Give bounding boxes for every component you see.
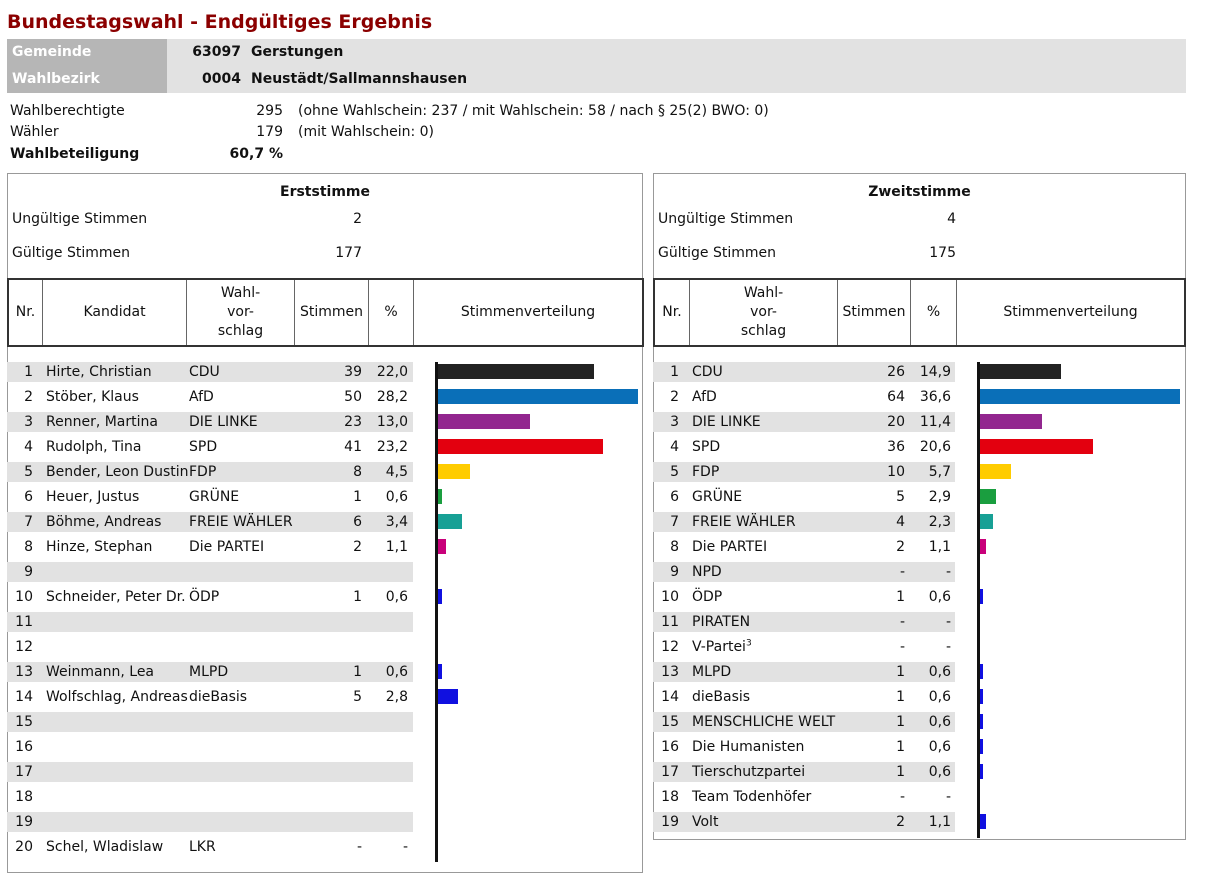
erst-row-pct: 1,1 [385, 539, 408, 555]
zweit-row-party-name: MENSCHLICHE WELT [692, 714, 836, 730]
zweit-row-party [692, 762, 805, 782]
erst-header-stimmen: Stimmen [295, 280, 369, 345]
zweit-row-nr: 16 [661, 739, 679, 755]
zweit-row-votes: 2 [896, 539, 905, 555]
beteiligung-value: 60,7 % [229, 146, 283, 162]
erst-table-row [7, 512, 413, 532]
zweit-vote-bar [980, 439, 1093, 454]
zweit-vote-bar [980, 389, 1180, 404]
erst-row-party: DIE LINKE [189, 414, 258, 430]
zweit-row-votes: 36 [887, 439, 905, 455]
erst-vote-bar [438, 489, 442, 504]
erst-row-candidate: Schneider, Peter Dr. [46, 589, 186, 605]
zweit-row-pct: 0,6 [928, 714, 951, 730]
zweit-row-party [692, 562, 722, 582]
zweit-row-pct: 2,3 [928, 514, 951, 530]
erst-row-votes: 2 [353, 539, 362, 555]
erst-row-pct: 2,8 [385, 689, 408, 705]
zweit-valid-value: 175 [929, 245, 956, 261]
erst-row-pct: 0,6 [385, 489, 408, 505]
zweit-vote-bar [980, 539, 986, 554]
erst-row-votes: 41 [344, 439, 362, 455]
erst-row-votes: 1 [353, 489, 362, 505]
zweit-row-party [692, 487, 742, 507]
zweit-header-pct: % [911, 280, 957, 345]
erst-row-candidate: Bender, Leon Dustin [46, 464, 189, 480]
zweit-row-pct: 36,6 [919, 389, 951, 405]
zweit-row-nr: 10 [661, 589, 679, 605]
zweit-invalid-row [658, 209, 956, 229]
zweit-row-nr: 2 [670, 389, 679, 405]
zweit-row-party-name: FREIE WÄHLER [692, 514, 796, 530]
erst-row-party: MLPD [189, 664, 229, 680]
gemeinde-code: 63097 [192, 44, 241, 60]
zweit-row-votes: 10 [887, 464, 905, 480]
zweit-row-votes: 1 [896, 689, 905, 705]
zweit-row-pct: 11,4 [919, 414, 951, 430]
zweit-invalid-label: Ungültige Stimmen [658, 211, 794, 227]
erst-row-nr: 6 [24, 489, 33, 505]
zweit-header-nr: Nr. [655, 280, 690, 345]
erst-table-row [7, 737, 413, 757]
zweit-table-row [653, 562, 955, 582]
erst-row-nr: 19 [15, 814, 33, 830]
zweit-row-party-name: V-Partei [692, 639, 746, 655]
erst-vote-bar [438, 439, 603, 454]
erst-row-candidate: Wolfschlag, Andreas [46, 689, 188, 705]
zweit-vote-bar [980, 689, 983, 704]
zweit-row-nr: 11 [661, 614, 679, 630]
zweit-row-party [692, 537, 767, 557]
zweit-row-nr: 9 [670, 564, 679, 580]
erst-row-nr: 10 [15, 589, 33, 605]
erst-table-row [7, 412, 413, 432]
zweit-row-votes: 1 [896, 764, 905, 780]
zweit-row-pct: 0,6 [928, 739, 951, 755]
erst-row-nr: 5 [24, 464, 33, 480]
erst-row-nr: 12 [15, 639, 33, 655]
zweit-table-row [653, 387, 955, 407]
erst-row-nr: 13 [15, 664, 33, 680]
erst-row-candidate: Hinze, Stephan [46, 539, 153, 555]
erst-table-row [7, 487, 413, 507]
zweit-row-party-name: GRÜNE [692, 489, 743, 505]
zweit-row-party-name: Volt [692, 814, 719, 830]
erst-row-nr: 9 [24, 564, 33, 580]
erst-table-row [7, 587, 413, 607]
zweit-row-party [692, 362, 723, 382]
zweit-invalid-value: 4 [947, 211, 956, 227]
zweit-row-party-name: PIRATEN [692, 614, 751, 630]
zweit-row-votes: 1 [896, 739, 905, 755]
zweit-row-nr: 15 [661, 714, 679, 730]
zweit-row-party [692, 387, 717, 407]
erst-vote-bar [438, 389, 638, 404]
zweit-row-nr: 18 [661, 789, 679, 805]
zweit-table-row [653, 512, 955, 532]
erst-vote-bar [438, 514, 462, 529]
wahlberechtigte-label: Wahlberechtigte [10, 103, 125, 119]
zweit-row-party-name: Die PARTEI [692, 539, 768, 555]
zweit-row-party-name: Tierschutzpartei [692, 764, 806, 780]
zweit-table-row [653, 587, 955, 607]
zweit-row-votes: 1 [896, 714, 905, 730]
zweit-table-header [653, 278, 1186, 347]
zweit-table-row [653, 437, 955, 457]
zweit-row-pct: 0,6 [928, 664, 951, 680]
zweit-row-party [692, 587, 722, 607]
zweit-row-party [692, 462, 719, 482]
zweit-row-party [692, 787, 811, 807]
zweit-vote-bar [980, 764, 983, 779]
erst-row-pct: 23,2 [376, 439, 408, 455]
wahlbezirk-label: Wahlbezirk [7, 66, 167, 93]
erst-table-row [7, 362, 413, 382]
zweit-row-pct: 1,1 [928, 814, 951, 830]
zweit-row-nr: 17 [661, 764, 679, 780]
erst-row-nr: 17 [15, 764, 33, 780]
erst-header-verteilung: Stimmenverteilung [460, 304, 596, 320]
erst-table-row [7, 712, 413, 732]
erst-vote-bar [438, 414, 530, 429]
zweit-vote-bar [980, 714, 983, 729]
erst-valid-value: 177 [335, 245, 362, 261]
zweit-row-party-name: Team Todenhöfer [692, 789, 812, 805]
erst-table-row [7, 562, 413, 582]
zweit-row-votes: 5 [896, 489, 905, 505]
zweit-row-nr: 8 [670, 539, 679, 555]
zweit-row-nr: 14 [661, 689, 679, 705]
erst-row-nr: 15 [15, 714, 33, 730]
zweit-row-party [692, 512, 796, 532]
erst-row-pct: 0,6 [385, 664, 408, 680]
erst-row-pct: - [402, 839, 408, 855]
zweit-row-votes: 64 [887, 389, 905, 405]
erst-row-nr: 16 [15, 739, 33, 755]
erst-table-row [7, 537, 413, 557]
erst-table-row [7, 762, 413, 782]
zweit-header-verteilung: Stimmenverteilung [1003, 304, 1138, 320]
zweit-row-votes: - [899, 564, 905, 580]
erst-table-row [7, 837, 413, 857]
zweit-row-party [692, 612, 750, 632]
zweit-vote-bar [980, 364, 1061, 379]
page-title: Bundestagswahl - Endgültiges Ergebnis [7, 11, 433, 33]
waehler-label: Wähler [10, 124, 59, 140]
zweit-row-nr: 7 [670, 514, 679, 530]
erst-vote-bar [438, 464, 470, 479]
zweit-vote-bar [980, 489, 996, 504]
erst-row-pct: 13,0 [376, 414, 408, 430]
zweit-row-party-name: MLPD [692, 664, 732, 680]
erst-table-row [7, 812, 413, 832]
erst-valid-label: Gültige Stimmen [12, 245, 130, 261]
erst-vote-bar [438, 689, 458, 704]
zweit-row-pct: - [945, 789, 951, 805]
erst-vote-bar [438, 539, 446, 554]
erst-row-candidate: Rudolph, Tina [46, 439, 142, 455]
zweit-vote-bar [980, 589, 983, 604]
erst-row-pct: 3,4 [385, 514, 408, 530]
zweit-row-party [692, 687, 750, 707]
erst-row-party: dieBasis [189, 689, 248, 705]
beteiligung-label: Wahlbeteiligung [10, 146, 140, 162]
erst-vote-bar [438, 664, 442, 679]
erst-row-nr: 8 [24, 539, 33, 555]
zweit-table-row [653, 737, 955, 757]
erst-row-candidate: Heuer, Justus [46, 489, 140, 505]
location-header [7, 39, 1186, 93]
zweit-row-nr: 13 [661, 664, 679, 680]
zweit-row-pct: 2,9 [928, 489, 951, 505]
zweit-row-party [692, 412, 761, 432]
erststimme-title: Erststimme [280, 184, 370, 200]
erst-table-row [7, 612, 413, 632]
zweit-row-pct: 20,6 [919, 439, 951, 455]
zweit-row-party-name: Die Humanisten [692, 739, 805, 755]
erst-invalid-value: 2 [353, 211, 362, 227]
zweit-table-row [653, 812, 955, 832]
zweit-table-row [653, 637, 955, 657]
erst-table-row [7, 637, 413, 657]
erst-row-party: LKR [189, 839, 216, 855]
zweit-table-row [653, 362, 955, 382]
gemeinde-label: Gemeinde [7, 39, 167, 66]
zweit-row-pct: - [945, 614, 951, 630]
erst-row-votes: 1 [353, 589, 362, 605]
zweit-row-votes: - [899, 789, 905, 805]
wahlberechtigte-row [10, 101, 769, 122]
footnote-marker: 3 [745, 638, 752, 649]
erst-row-nr: 2 [24, 389, 33, 405]
zweit-row-votes: - [899, 639, 905, 655]
zweit-row-pct: - [945, 564, 951, 580]
erst-row-candidate: Böhme, Andreas [46, 514, 162, 530]
erst-row-votes: 8 [353, 464, 362, 480]
zweit-row-party-name: CDU [692, 364, 723, 380]
erst-row-votes: 6 [353, 514, 362, 530]
zweit-row-party [692, 637, 752, 657]
erst-row-nr: 3 [24, 414, 33, 430]
erst-valid-row [12, 243, 362, 263]
erst-vote-bar [438, 364, 594, 379]
erst-table-row [7, 387, 413, 407]
zweit-row-nr: 6 [670, 489, 679, 505]
erst-row-party: SPD [189, 439, 218, 455]
erst-row-party: FDP [189, 464, 217, 480]
erst-row-votes: - [356, 839, 362, 855]
zweit-vote-bar [980, 464, 1011, 479]
erst-table-row [7, 687, 413, 707]
erst-row-pct: 22,0 [376, 364, 408, 380]
zweit-row-pct: 0,6 [928, 764, 951, 780]
erst-row-votes: 23 [344, 414, 362, 430]
erst-row-nr: 7 [24, 514, 33, 530]
wahlberechtigte-value: 295 [256, 103, 283, 119]
erst-table-row [7, 787, 413, 807]
erst-row-nr: 1 [24, 364, 33, 380]
zweit-row-votes: 1 [896, 664, 905, 680]
erst-row-votes: 1 [353, 664, 362, 680]
zweit-row-party-name: dieBasis [692, 689, 751, 705]
erst-row-votes: 5 [353, 689, 362, 705]
zweit-vote-bar [980, 514, 993, 529]
zweit-vote-bar [980, 739, 983, 754]
erst-invalid-label: Ungültige Stimmen [12, 211, 148, 227]
erst-row-nr: 14 [15, 689, 33, 705]
erst-row-party: GRÜNE [189, 489, 240, 505]
zweit-row-party [692, 737, 804, 757]
zweit-row-votes: - [899, 614, 905, 630]
erst-table-header [7, 278, 644, 347]
zweit-row-votes: 26 [887, 364, 905, 380]
zweit-row-party-name: FDP [692, 464, 720, 480]
erst-row-party: ÖDP [189, 589, 220, 605]
erst-row-votes: 50 [344, 389, 362, 405]
zweit-row-pct: 5,7 [928, 464, 951, 480]
zweit-bar-axis [977, 362, 980, 838]
waehler-value: 179 [256, 124, 283, 140]
erst-header-nr: Nr. [9, 280, 43, 345]
zweit-table-row [653, 712, 955, 732]
zweit-row-nr: 5 [670, 464, 679, 480]
zweit-table-row [653, 762, 955, 782]
zweit-row-pct: 0,6 [928, 689, 951, 705]
zweit-vote-bar [980, 414, 1042, 429]
zweit-table-row [653, 537, 955, 557]
waehler-row [10, 122, 434, 143]
zweit-row-nr: 4 [670, 439, 679, 455]
zweit-row-party-name: AfD [692, 389, 717, 405]
zweit-table-row [653, 787, 955, 807]
zweit-table-row [653, 687, 955, 707]
zweit-row-nr: 1 [670, 364, 679, 380]
zweit-row-nr: 19 [661, 814, 679, 830]
zweit-row-party-name: DIE LINKE [692, 414, 761, 430]
zweit-row-pct: - [945, 639, 951, 655]
zweit-row-party [692, 812, 718, 832]
zweit-valid-label: Gültige Stimmen [658, 245, 776, 261]
erst-row-nr: 4 [24, 439, 33, 455]
erst-table-row [7, 462, 413, 482]
erst-row-party: CDU [189, 364, 220, 380]
zweit-row-pct: 14,9 [919, 364, 951, 380]
zweit-table-row [653, 462, 955, 482]
zweit-row-votes: 4 [896, 514, 905, 530]
zweit-row-party-name: SPD [692, 439, 721, 455]
gemeinde-name: Gerstungen [251, 44, 344, 60]
erst-row-pct: 28,2 [376, 389, 408, 405]
erst-vote-bar [438, 589, 442, 604]
erst-table-row [7, 662, 413, 682]
erst-row-pct: 4,5 [385, 464, 408, 480]
erst-header-pct: % [369, 280, 414, 345]
zweitstimme-title: Zweitstimme [868, 184, 971, 200]
zweit-table-row [653, 662, 955, 682]
zweit-table-row [653, 612, 955, 632]
zweit-header-stimmen: Stimmen [838, 280, 911, 345]
wahlberechtigte-note: (ohne Wahlschein: 237 / mit Wahlschein: 58 / nach § 25(2) BWO: 0) [298, 103, 769, 119]
zweit-row-pct: 1,1 [928, 539, 951, 555]
erst-row-pct: 0,6 [385, 589, 408, 605]
wahlbezirk-code: 0004 [202, 71, 241, 87]
erst-bar-axis [435, 362, 438, 862]
erst-row-candidate: Renner, Martina [46, 414, 158, 430]
waehler-note: (mit Wahlschein: 0) [298, 124, 434, 140]
erst-row-candidate: Weinmann, Lea [46, 664, 155, 680]
zweit-vote-bar [980, 664, 983, 679]
zweit-table-row [653, 487, 955, 507]
zweit-row-party [692, 712, 835, 732]
zweit-row-party [692, 437, 720, 457]
zweit-row-pct: 0,6 [928, 589, 951, 605]
erst-row-candidate: Schel, Wladislaw [46, 839, 164, 855]
zweit-row-party [692, 662, 731, 682]
erst-table-row [7, 437, 413, 457]
erst-row-party: AfD [189, 389, 214, 405]
zweit-row-votes: 1 [896, 589, 905, 605]
erst-invalid-row [12, 209, 362, 229]
zweit-vote-bar [980, 814, 986, 829]
erst-row-nr: 20 [15, 839, 33, 855]
zweit-row-nr: 3 [670, 414, 679, 430]
erst-row-votes: 39 [344, 364, 362, 380]
zweit-row-nr: 12 [661, 639, 679, 655]
zweit-header-vorschlag: Wahl- vor- schlag [690, 280, 838, 345]
zweit-row-party-name: ÖDP [692, 589, 723, 605]
erst-row-nr: 11 [15, 614, 33, 630]
erst-row-nr: 18 [15, 789, 33, 805]
zweit-row-votes: 20 [887, 414, 905, 430]
zweit-row-votes: 2 [896, 814, 905, 830]
erst-row-party: FREIE WÄHLER [189, 514, 293, 530]
erst-row-party: Die PARTEI [189, 539, 265, 555]
zweit-row-party-name: NPD [692, 564, 722, 580]
erst-row-candidate: Stöber, Klaus [46, 389, 139, 405]
erst-header-vorschlag: Wahl- vor- schlag [187, 280, 295, 345]
beteiligung-row [10, 144, 283, 165]
erst-row-candidate: Hirte, Christian [46, 364, 152, 380]
erst-header-kandidat: Kandidat [43, 280, 187, 345]
zweit-valid-row [658, 243, 956, 263]
wahlbezirk-name: Neustädt/Sallmannshausen [251, 71, 468, 87]
zweit-table-row [653, 412, 955, 432]
